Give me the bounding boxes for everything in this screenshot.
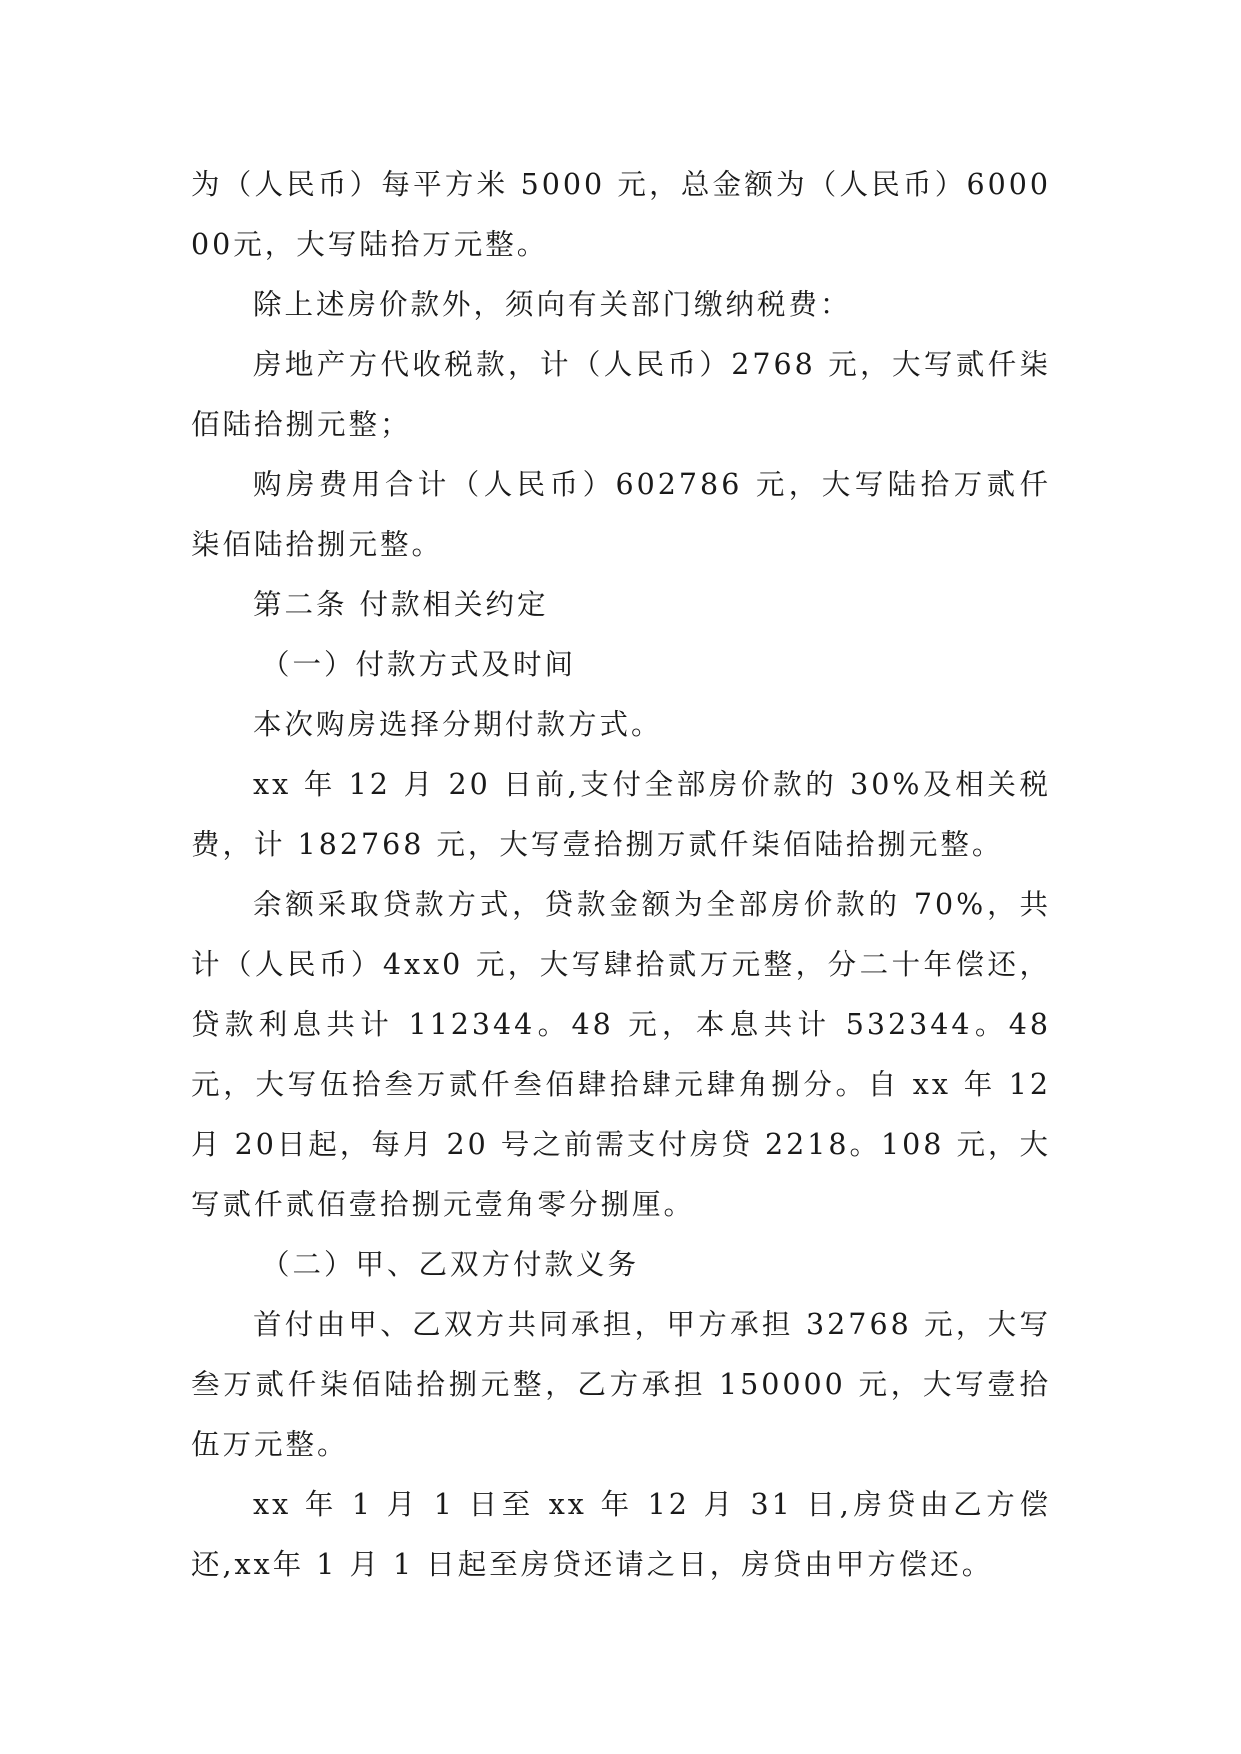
section-heading-payment-method: （一）付款方式及时间 <box>261 648 577 681</box>
paragraph-mortgage-split: xx 年 1 月 1 日至 xx 年 12 月 31 日,房贷由乙方偿还,xx年 1 月 1 日起至房贷还请之日，房贷由甲方偿还。 <box>191 1488 1051 1581</box>
paragraph-tax-amount: 房地产方代收税款，计（人民币）2768 元，大写贰仟柒佰陆拾捌元整； <box>191 348 1051 441</box>
section-heading-obligations: （二）甲、乙双方付款义务 <box>261 1248 640 1281</box>
paragraph-tax-intro: 除上述房价款外，须向有关部门缴纳税费： <box>253 288 852 321</box>
article-heading: 第二条 付款相关约定 <box>253 588 549 621</box>
paragraph-loan-terms: 余额采取贷款方式，贷款金额为全部房价款的 70%，共计（人民币）4xx0 元，大写肆拾贰万元整，分二十年偿还，贷款利息共计 112344。48 元，本息共计 532344。48 元，大写伍拾叁万贰仟叁佰肆拾肆元肆角捌分。自 xx 年 12 月 20日起，每月 20 号之前需支付房贷 2218。108 元，大写贰仟贰佰壹拾捌元壹角零分捌厘。 <box>191 888 1051 1221</box>
paragraph-down-payment: xx 年 12 月 20 日前,支付全部房价款的 30%及相关税费，计 182768 元，大写壹拾捌万贰仟柒佰陆拾捌元整。 <box>191 768 1051 861</box>
paragraph-total-cost: 购房费用合计（人民币）602786 元，大写陆拾万贰仟柒佰陆拾捌元整。 <box>191 468 1051 561</box>
document-body <box>191 155 1051 1595</box>
paragraph-down-payment-split: 首付由甲、乙双方共同承担，甲方承担 32768 元，大写叁万贰仟柒佰陆拾捌元整，乙方承担 150000 元，大写壹拾伍万元整。 <box>191 1308 1051 1461</box>
paragraph-price: 为（人民币）每平方米 5000 元，总金额为（人民币）600000元，大写陆拾万元整。 <box>191 168 1051 261</box>
paragraph-installment-choice: 本次购房选择分期付款方式。 <box>253 708 663 741</box>
